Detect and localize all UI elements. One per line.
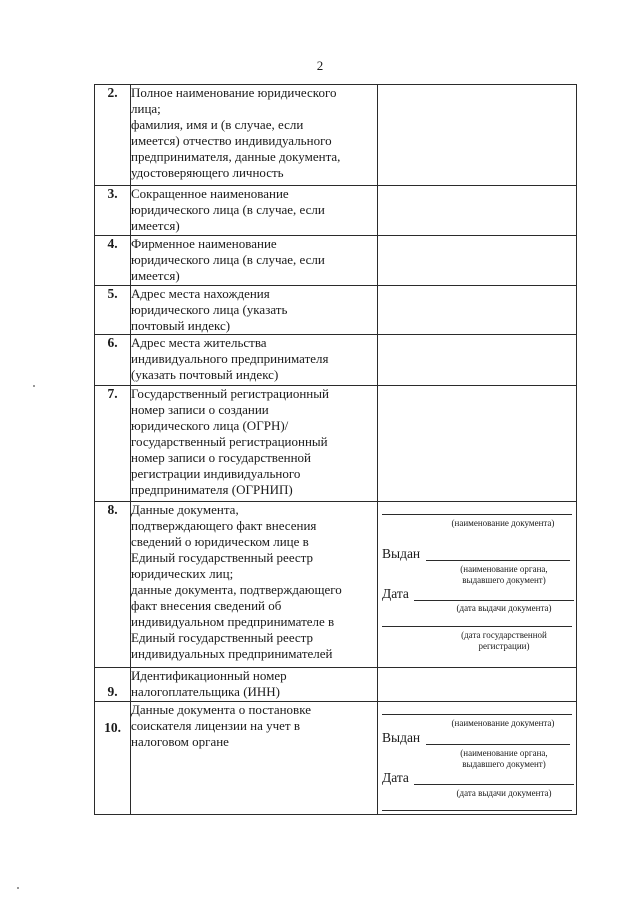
- registration-date-caption: [434, 630, 574, 652]
- row-description: [131, 186, 378, 236]
- description-line: индивидуальных предпринимателей: [131, 646, 333, 661]
- description-line: предпринимателя, данные документа,: [131, 149, 341, 164]
- description-line: Данные документа о постановке: [131, 702, 311, 717]
- row-number: 6.: [95, 335, 131, 386]
- table-row: [95, 702, 577, 815]
- description-line: Фирменное наименование: [131, 236, 277, 251]
- page-number: 2: [316, 58, 324, 73]
- description-line: предпринимателя (ОГРНИП): [131, 482, 293, 497]
- description-line: юридического лица (в случае, если: [131, 252, 325, 267]
- table-row: [95, 186, 577, 236]
- description-line: налоговом органе: [131, 734, 229, 749]
- row-number: 8.: [95, 502, 131, 668]
- description-line: сведений о юридическом лице в: [131, 534, 309, 549]
- issuer-caption: [434, 564, 574, 586]
- date-label: Дата: [382, 770, 409, 785]
- description-line: индивидуальном предпринимателе в: [131, 614, 335, 629]
- description-line: имеется) отчество индивидуального: [131, 133, 332, 148]
- issue-date-line[interactable]: [414, 600, 574, 601]
- description-line: данные документа, подтверждающего: [131, 582, 342, 597]
- document-name-caption: (наименование документа): [451, 718, 555, 728]
- date-label: Дата: [382, 586, 409, 601]
- description-line: государственный регистрационный: [131, 434, 328, 449]
- value-cell[interactable]: [378, 286, 577, 335]
- registration-caption-line: регистрации): [478, 641, 530, 651]
- description-line: юридических лиц;: [131, 566, 234, 581]
- description-line: Данные документа,: [131, 502, 239, 517]
- document-name-line[interactable]: [382, 514, 572, 515]
- document-data-cell: [378, 702, 577, 815]
- description-line: имеется): [131, 268, 180, 283]
- row-number: 4.: [95, 236, 131, 286]
- row-number: 3.: [95, 186, 131, 236]
- description-line: соискателя лицензии на учет в: [131, 718, 300, 733]
- row-number: 9.: [95, 668, 131, 702]
- description-line: фамилия, имя и (в случае, если: [131, 117, 304, 132]
- description-line: Адрес места нахождения: [131, 286, 270, 301]
- description-line: подтверждающего факт внесения: [131, 518, 317, 533]
- issued-label: Выдан: [382, 730, 421, 745]
- description-line: Единый государственный реестр: [131, 550, 314, 565]
- description-line: налогоплательщика (ИНН): [131, 684, 281, 699]
- description-line: регистрации индивидуального: [131, 466, 301, 481]
- value-cell[interactable]: [378, 668, 577, 702]
- value-cell[interactable]: [378, 85, 577, 186]
- description-line: Единый государственный реестр: [131, 630, 314, 645]
- issue-date-line[interactable]: [414, 784, 574, 785]
- bottom-line[interactable]: [382, 810, 572, 811]
- issued-label: Выдан: [382, 546, 421, 561]
- description-line: (указать почтовый индекс): [131, 367, 279, 382]
- description-line: имеется): [131, 218, 180, 233]
- table-row: [95, 236, 577, 286]
- row-description: [131, 502, 378, 668]
- row-description: [131, 85, 378, 186]
- description-line: Идентификационный номер: [131, 668, 287, 683]
- row-description: [131, 386, 378, 502]
- row-number: 10.: [95, 702, 131, 815]
- issuer-caption-line: (наименование органа,: [460, 748, 548, 758]
- description-line: индивидуального предпринимателя: [131, 351, 329, 366]
- issue-date-caption: (дата выдачи документа): [456, 603, 552, 613]
- issue-date-caption: (дата выдачи документа): [456, 788, 552, 798]
- issued-by-line[interactable]: [426, 744, 570, 745]
- description-line: лица;: [131, 101, 161, 116]
- document-name-line[interactable]: [382, 714, 572, 715]
- issuer-caption-line: выдавшего документ): [462, 759, 546, 769]
- description-line: Государственный регистрационный: [131, 386, 329, 401]
- description-line: юридического лица (ОГРН)/: [131, 418, 289, 433]
- document-name-caption: (наименование документа): [451, 518, 555, 528]
- description-line: номер записи о создании: [131, 402, 269, 417]
- row-number: 2.: [95, 85, 131, 186]
- description-line: почтовый индекс): [131, 318, 231, 333]
- registration-caption-line: (дата государственной: [461, 630, 547, 640]
- value-cell[interactable]: [378, 186, 577, 236]
- row-number: 5.: [95, 286, 131, 335]
- registration-date-line[interactable]: [382, 626, 572, 627]
- value-cell[interactable]: [378, 236, 577, 286]
- table-row: [95, 668, 577, 702]
- row-description: [131, 702, 378, 815]
- description-line: факт внесения сведений об: [131, 598, 282, 613]
- issuer-caption-line: (наименование органа,: [460, 564, 548, 574]
- row-number: 7.: [95, 386, 131, 502]
- license-form-table: [94, 84, 577, 815]
- description-line: Адрес места жительства: [131, 335, 267, 350]
- table-row: [95, 85, 577, 186]
- row-description: [131, 286, 378, 335]
- description-line: юридического лица (в случае, если: [131, 202, 325, 217]
- table-row: [95, 502, 577, 668]
- table-row: [95, 386, 577, 502]
- value-cell[interactable]: [378, 335, 577, 386]
- description-line: Сокращенное наименование: [131, 186, 289, 201]
- value-cell[interactable]: [378, 386, 577, 502]
- issuer-caption-line: выдавшего документ): [462, 575, 546, 585]
- description-line: юридического лица (указать: [131, 302, 288, 317]
- issuer-caption: [434, 748, 574, 770]
- description-line: Полное наименование юридического: [131, 85, 337, 100]
- row-description: [131, 668, 378, 702]
- row-description: [131, 236, 378, 286]
- row-description: [131, 335, 378, 386]
- table-row: [95, 286, 577, 335]
- scan-speck: [17, 887, 19, 889]
- description-line: удостоверяющего личность: [131, 165, 284, 180]
- scan-speck: [33, 385, 35, 387]
- description-line: номер записи о государственной: [131, 450, 311, 465]
- issued-by-line[interactable]: [426, 560, 570, 561]
- document-data-cell: [378, 502, 577, 668]
- table-row: [95, 335, 577, 386]
